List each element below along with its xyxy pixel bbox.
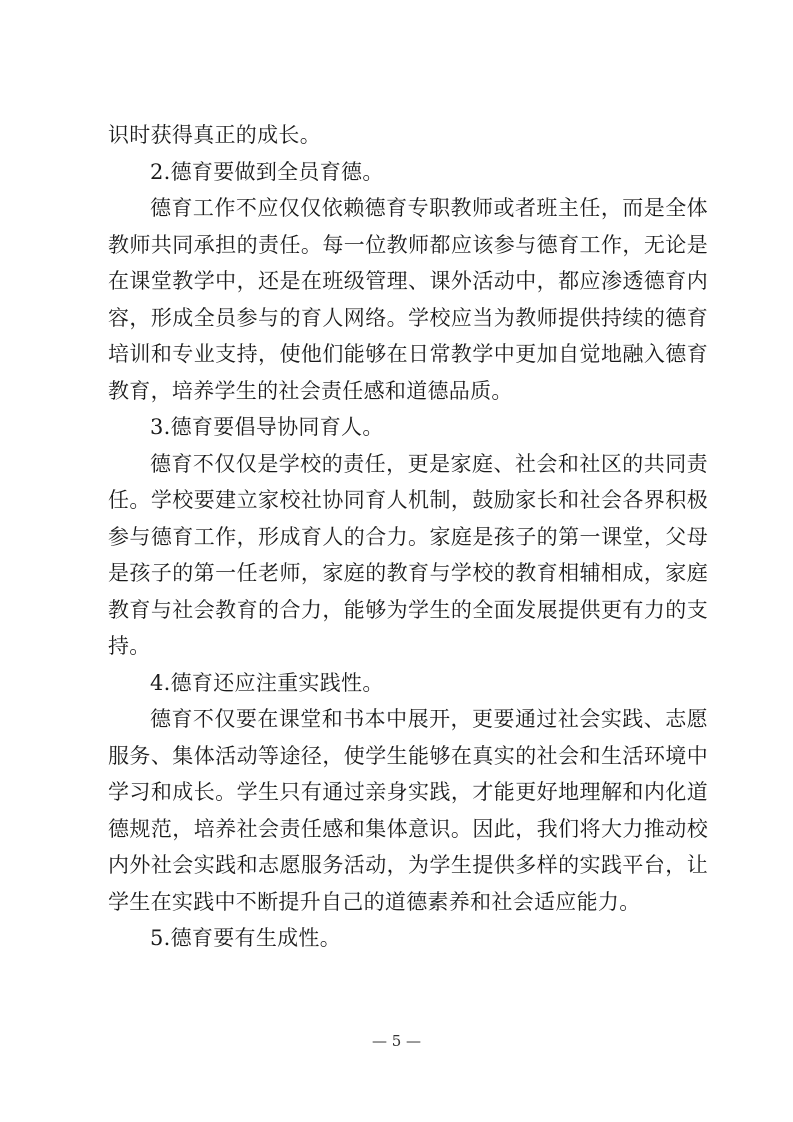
paragraph-practice: 德育不仅要在课堂和书本中展开，更要通过社会实践、志愿服务、集体活动等途径，使学生能够在真实的社会和生活环境中学习和成长。学生只有通过亲身实践，才能更好地理解和内化道德规范，培养社会责任感和集体意识。因此，我们将大力推动校内外社会实践和志愿服务活动，为学生提供多样的实践平台，让学生在实践中不断提升自己的道德素养和社会适应能力。 (108, 707, 708, 914)
section-heading-2: 2.德育要做到全员育德。 (150, 159, 384, 184)
section-heading-4: 4.德育还应注重实践性。 (150, 670, 384, 695)
paragraph-continuation: 识时获得真正的成长。 (108, 123, 321, 147)
page-number: — 5 — (371, 1032, 422, 1050)
section-heading-5: 5.德育要有生成性。 (150, 926, 342, 950)
paragraph-full-staff: 德育工作不应仅仅依赖德育专职教师或者班主任，而是全体教师共同承担的责任。每一位教师都应该参与德育工作，无论是在课堂教学中，还是在班级管理、课外活动中，都应渗透德育内容，形成全员参与的育人网络。学校应当为教师提供持续的德育培训和专业支持，使他们能够在日常教学中更加自觉地融入德育教育，培养学生的社会责任感和道德品质。 (108, 196, 708, 403)
paragraph-collaboration: 德育不仅仅是学校的责任，更是家庭、社会和社区的共同责任。学校要建立家校社协同育人机制，鼓励家长和社会各界积极参与德育工作，形成育人的合力。家庭是孩子的第一课堂，父母是孩子的第一任老师，家庭的教育与学校的教育相辅相成，家庭教育与社会教育的合力，能够为学生的全面发展提供更有力的支持。 (108, 451, 708, 658)
section-heading-3: 3.德育要倡导协同育人。 (150, 415, 384, 439)
body-text (108, 117, 708, 957)
